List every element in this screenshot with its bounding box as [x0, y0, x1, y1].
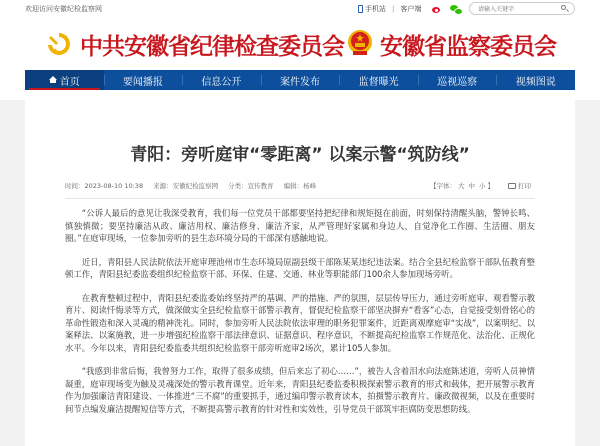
font-large-button[interactable]: 大: [458, 182, 465, 190]
brand-title-party-commission[interactable]: 中共安徽省纪律检查委员会: [80, 33, 344, 60]
nav-item-info-disclosure[interactable]: [182, 70, 261, 90]
client-app-link[interactable]: 客户端: [400, 5, 422, 13]
mobile-phone-icon: [358, 5, 363, 13]
article-paragraph: 近日，青阳县人民法院依法开庭审理池州市生态环境局原副县级干部陈某某违纪违法案。结合全县纪检监察干部队伍教育整顿工作，青阳县纪委监委组织纪检监察干部、环保、住建、交通、林业等职能部门100余人参加现场旁听。: [65, 256, 535, 279]
weibo-icon[interactable]: [431, 5, 442, 13]
nav-item-case-release[interactable]: [261, 70, 340, 90]
article-source: 来源：安徽纪检监察网: [153, 182, 219, 190]
nav-item-label: 视频图说: [515, 76, 556, 88]
search-button[interactable]: [561, 5, 569, 13]
nav-item-label: 信息公开: [201, 76, 242, 88]
printer-icon: [508, 183, 516, 189]
font-medium-button[interactable]: 中: [468, 182, 475, 190]
top-links: [358, 3, 462, 15]
nav-item-label: 巡视巡察: [437, 76, 478, 88]
article-tools: [430, 181, 531, 190]
print-button[interactable]: [508, 181, 531, 190]
article-editor: 编辑：杨峰: [283, 182, 317, 190]
nav-item-label: 监督曝光: [358, 76, 399, 88]
article-paragraph: 在教育整顿过程中，青阳县纪委监委始终坚持严的基调、严的措施、严的氛围，层层传导压力，通过旁听庭审、观看警示教育片、阅读忏悔录等方式，做深做实全县纪检监察干部警示教育，督促纪检监察干部坚决摒弃“看客”心态，自觉接受刻骨铭心的革命性锻造和深入灵魂的精神洗礼。同时，参加旁听人民法院依法审理的职务犯罪案件，近距离观摩庭审“实战”，以案明纪、以案释法、以案施教，进一步增强纪检监察干部法律意识、证据意识、程序意识，不断提高纪检监察工作规范化、法治化、正规化水平。今年以来，青阳县纪委监委共组织纪检监察干部旁听庭审2场次，累计105人参加。: [65, 292, 535, 353]
article-paragraph: “我感到非常后悔，我曾努力工作，取得了很多成绩，但后来忘了初心……”，被告人含着泪水向法庭陈述道，旁听人员神情凝重，庭审现场变为触及灵魂深处的警示教育课堂。近年来，青阳县纪委监委积极探索警示教育的形式和载体，把开展警示教育作为加强廉洁青阳建设、一体推进“三不腐”的重要抓手，通过编印警示教育读本，拍摄警示教育片、廉政微视频，以及在重要时间节点编发廉洁提醒短信等方式，不断提高警示教育的针对性和实效性，引导党员干部筑牢拒腐防变思想防线。: [65, 366, 535, 414]
nav-item-label: 要闻播报: [122, 76, 163, 88]
main-navigation: [25, 70, 575, 90]
font-small-button[interactable]: 小: [479, 182, 486, 190]
nav-item-news[interactable]: [104, 70, 183, 90]
nav-item-label: 首页: [59, 76, 80, 88]
article-container: [25, 100, 575, 446]
article-category: 分类：宣传教育: [228, 182, 274, 190]
nav-item-inspection[interactable]: [418, 70, 497, 90]
national-emblem-icon[interactable]: [345, 28, 375, 58]
nav-item-label: 案件发布: [280, 76, 321, 88]
nav-item-supervision-exposure[interactable]: [339, 70, 418, 90]
top-utility-bar: [0, 0, 600, 20]
nav-item-home[interactable]: [25, 70, 104, 90]
brand-title-supervisory-commission[interactable]: 安徽省监察委员会: [380, 33, 556, 60]
home-icon: [49, 76, 57, 80]
article-paragraph: “公诉人最后的意见让我深受教育，我们每一位党员干部都要坚持把纪律和规矩挺在前面，时刻保持清醒头脑，警钟长鸣、慎独慎微；要坚持廉洁从政、廉洁用权、廉洁修身、廉洁齐家，从严管理好家属和身边人，自觉净化工作圈、生活圈、朋友圈。”在庭审现场，一位参加旁听的县生态环境分局的干部深有感触地说。: [65, 208, 535, 243]
search-box: [469, 2, 575, 15]
wechat-icon[interactable]: [450, 5, 462, 14]
welcome-text: 欢迎访问安徽纪检监察网: [25, 5, 102, 13]
font-size-control: 【字体： 大 中 小 】: [430, 182, 494, 190]
mobile-site-link[interactable]: 手机站: [365, 5, 386, 13]
publish-time: 时间：2023-08-10 10:38: [65, 182, 144, 190]
search-input[interactable]: [478, 5, 548, 13]
party-emblem-icon[interactable]: [45, 30, 73, 58]
nav-item-video-graphics[interactable]: [496, 70, 575, 90]
divider: [65, 198, 535, 199]
print-label: 打印: [518, 182, 531, 190]
article-body: [65, 207, 535, 426]
article-title: 青阳：旁听庭审“零距离” 以案示警“筑防线”: [130, 145, 470, 165]
separator: |: [392, 5, 395, 13]
